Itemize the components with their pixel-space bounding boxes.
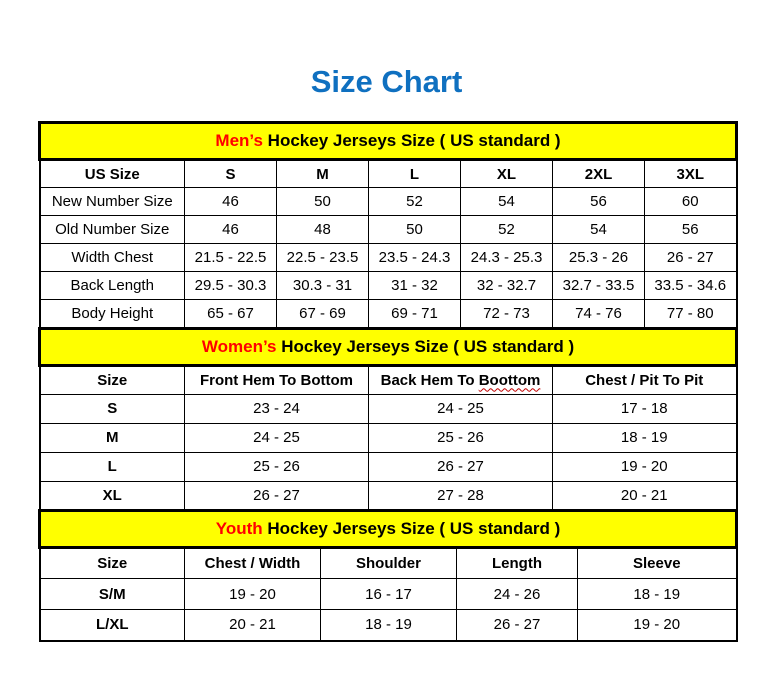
header-cell: 2XL [553,160,645,188]
mens-size-table [38,121,738,329]
mens-banner-text: Hockey Jerseys Size ( US standard ) [262,131,561,150]
table-row [40,244,737,272]
youth-header-row [40,548,737,579]
header-text: Back Hem To [380,371,479,389]
table-row [40,423,737,452]
page-title: Size Chart [310,64,463,99]
value-cell: 74 - 76 [553,300,645,328]
header-cell: L [369,160,461,188]
value-cell: 67 - 69 [277,300,369,328]
row-label: L [40,452,185,481]
row-label: Back Length [40,272,185,300]
size-chart-tables [38,121,735,642]
value-cell: 20 - 21 [553,481,737,510]
header-cell: Front Hem To Bottom [185,365,369,394]
value-cell: 33.5 - 34.6 [645,272,737,300]
value-cell: 31 - 32 [369,272,461,300]
womens-banner-text: Hockey Jerseys Size ( US standard ) [276,336,575,356]
header-cell: XL [461,160,553,188]
value-cell: 23.5 - 24.3 [369,244,461,272]
value-cell: 23 - 24 [185,394,369,423]
value-cell: 48 [277,216,369,244]
row-label: L/XL [40,610,185,641]
value-cell: 26 - 27 [645,244,737,272]
value-cell: 21.5 - 22.5 [185,244,277,272]
value-cell: 24.3 - 25.3 [461,244,553,272]
value-cell: 54 [553,216,645,244]
value-cell: 24 - 25 [185,423,369,452]
value-cell: 26 - 27 [369,452,553,481]
row-label: S/M [40,579,185,610]
youth-banner-text: Hockey Jerseys Size ( US standard ) [262,519,561,538]
value-cell: 27 - 28 [369,481,553,510]
mens-banner [40,123,737,160]
header-cell: 3XL [645,160,737,188]
value-cell: 25 - 26 [369,423,553,452]
value-cell: 32.7 - 33.5 [553,272,645,300]
youth-banner-highlight: Youth [215,519,263,538]
value-cell: 56 [553,188,645,216]
value-cell: 56 [645,216,737,244]
value-cell: 60 [645,188,737,216]
header-cell: Chest / Pit To Pit [553,365,737,394]
value-cell: 30.3 - 31 [277,272,369,300]
header-cell: Size [40,548,185,579]
value-cell: 69 - 71 [369,300,461,328]
header-cell [369,365,553,394]
misspelled-word: Boottom [478,371,541,389]
value-cell: 52 [461,216,553,244]
value-cell: 29.5 - 30.3 [185,272,277,300]
value-cell: 16 - 17 [321,579,457,610]
header-cell: M [277,160,369,188]
womens-header-row [40,365,737,394]
header-cell: Size [40,365,185,394]
header-cell: Shoulder [321,548,457,579]
value-cell: 25.3 - 26 [553,244,645,272]
row-label: Old Number Size [40,216,185,244]
table-row [40,216,737,244]
row-label: Width Chest [40,244,185,272]
value-cell: 46 [185,188,277,216]
value-cell: 19 - 20 [553,452,737,481]
value-cell: 22.5 - 23.5 [277,244,369,272]
womens-banner [40,328,737,365]
value-cell: 18 - 19 [578,579,737,610]
table-row [40,610,737,641]
value-cell: 32 - 32.7 [461,272,553,300]
value-cell: 24 - 25 [369,394,553,423]
value-cell: 26 - 27 [185,481,369,510]
value-cell: 17 - 18 [553,394,737,423]
header-cell: Length [457,548,578,579]
value-cell: 77 - 80 [645,300,737,328]
value-cell: 46 [185,216,277,244]
value-cell: 52 [369,188,461,216]
value-cell: 20 - 21 [185,610,321,641]
row-label: New Number Size [40,188,185,216]
table-row [40,188,737,216]
table-row [40,579,737,610]
table-row [40,272,737,300]
youth-banner [40,511,737,548]
header-cell: S [185,160,277,188]
value-cell: 19 - 20 [185,579,321,610]
row-label: Body Height [40,300,185,328]
table-row [40,300,737,328]
value-cell: 25 - 26 [185,452,369,481]
value-cell: 24 - 26 [457,579,578,610]
value-cell: 72 - 73 [461,300,553,328]
table-row [40,394,737,423]
value-cell: 50 [277,188,369,216]
row-label: M [40,423,185,452]
youth-banner-cell [40,511,737,548]
row-label: S [40,394,185,423]
value-cell: 65 - 67 [185,300,277,328]
mens-banner-cell [40,123,737,160]
womens-size-table [38,327,738,512]
value-cell: 50 [369,216,461,244]
value-cell: 18 - 19 [321,610,457,641]
mens-banner-highlight: Men’s [215,131,263,150]
table-row [40,452,737,481]
header-cell: Chest / Width [185,548,321,579]
mens-header-row [40,160,737,188]
value-cell: 54 [461,188,553,216]
value-cell: 26 - 27 [457,610,578,641]
youth-size-table [38,509,738,642]
value-cell: 19 - 20 [578,610,737,641]
womens-banner-highlight: Women’s [201,336,277,356]
row-label: XL [40,481,185,510]
womens-banner-cell [40,328,737,365]
value-cell: 18 - 19 [553,423,737,452]
header-cell: US Size [40,160,185,188]
header-cell: Sleeve [578,548,737,579]
table-row [40,481,737,510]
